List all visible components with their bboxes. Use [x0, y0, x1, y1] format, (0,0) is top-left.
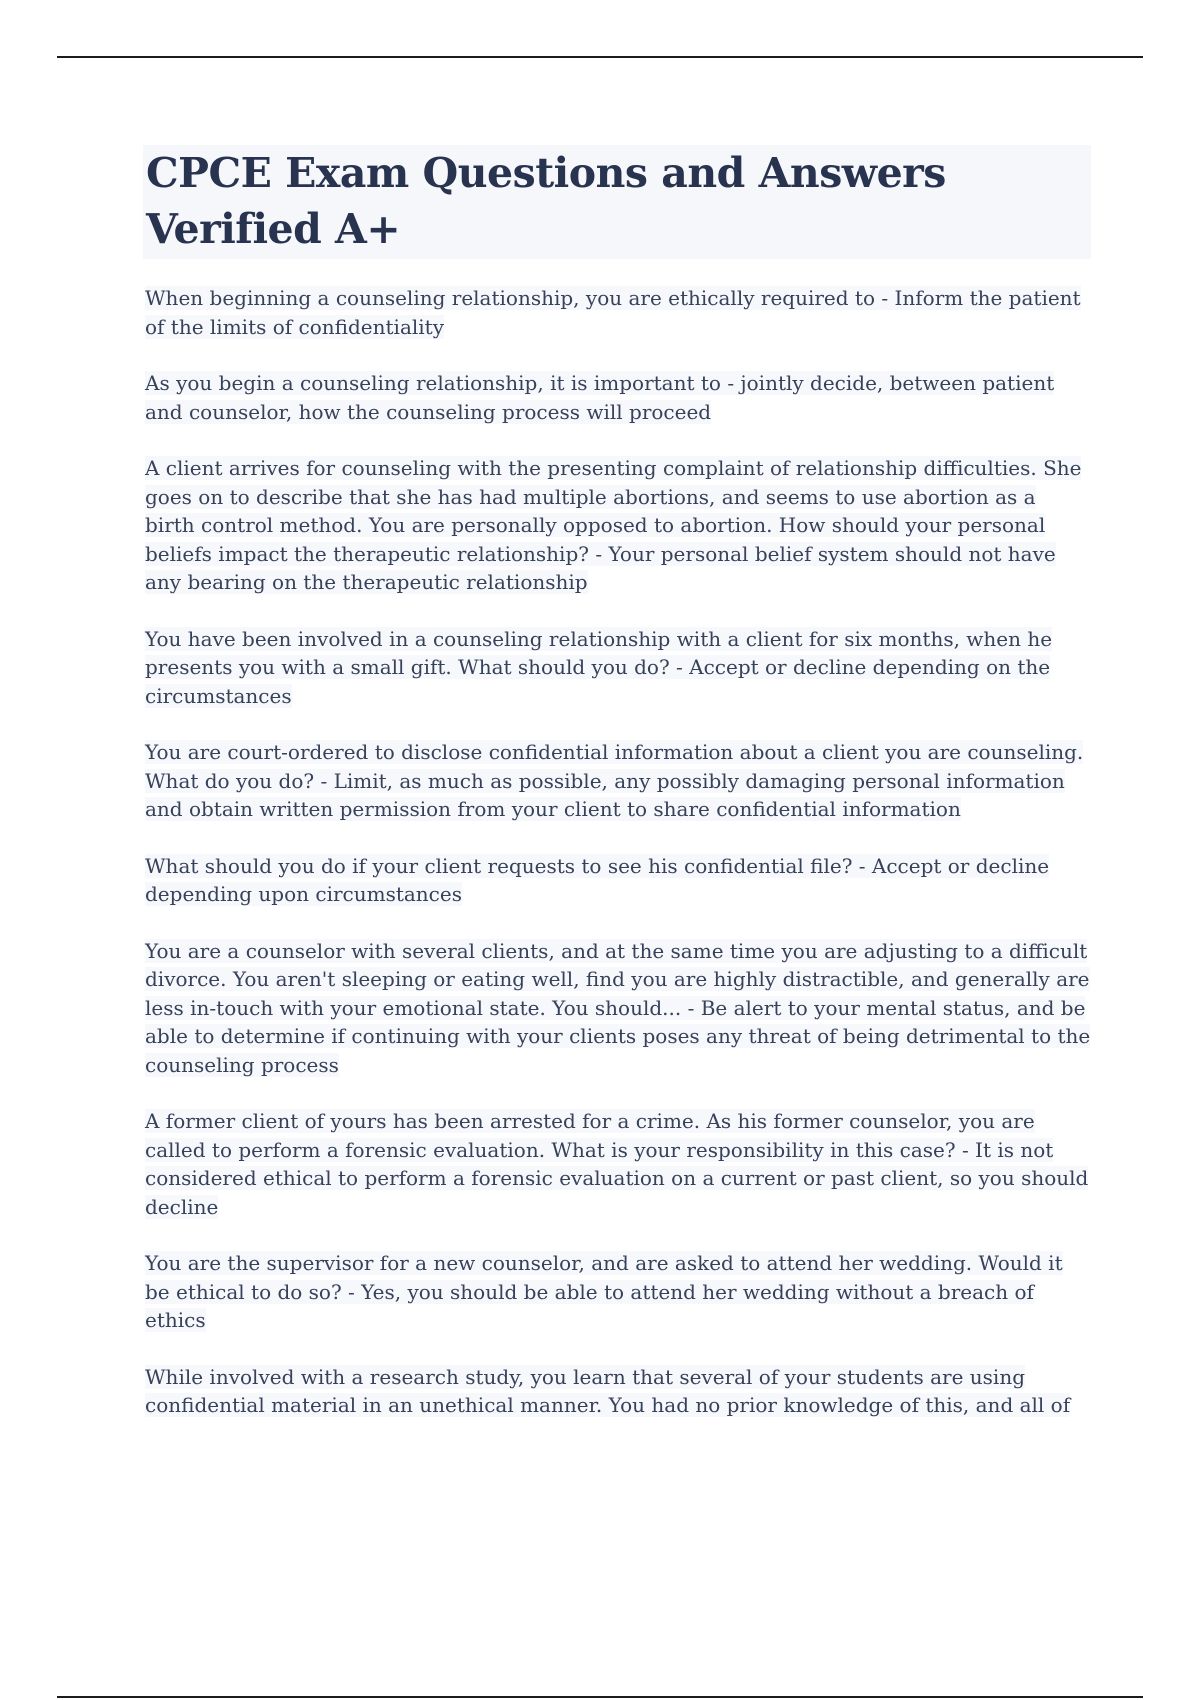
qa-item	[145, 454, 1091, 597]
qa-item	[145, 852, 1091, 909]
qa-text: A client arrives for counseling with the presenting complaint of relationship difficulties. She goes on to describe that she has had multiple abortions, and seems to use abortion as a birth control method. You are personally opposed to abortion. How should your personal beliefs impact the therapeutic relationship? - Your personal belief system should not have any bearing on the therapeutic relationship	[145, 456, 1082, 594]
qa-item	[145, 1107, 1091, 1221]
qa-item	[145, 937, 1091, 1080]
document-title: CPCE Exam Questions and Answers Verified A+	[146, 149, 946, 253]
qa-text: You are the supervisor for a new counselor, and are asked to attend her wedding. Would it be ethical to do so? - Yes, you should be able to attend her wedding without a breach of ethics	[145, 1251, 1063, 1332]
bottom-rule	[57, 1696, 1143, 1698]
qa-item	[145, 625, 1091, 711]
qa-item	[145, 1363, 1091, 1420]
qa-text: You are a counselor with several clients, and at the same time you are adjusting to a difficult divorce. You aren't sleeping or eating well, find you are highly distractible, and generally are less in-touch with your emotional state. You should... - Be alert to your mental status, and be able to determine if continuing with your clients poses any threat of being detrimental to the counseling process	[145, 938, 1091, 1077]
qa-text: When beginning a counseling relationship, you are ethically required to - Inform the patient of the limits of confidentiality	[145, 286, 1081, 339]
qa-item	[145, 738, 1091, 824]
qa-item	[145, 284, 1091, 341]
qa-list	[145, 284, 1091, 1448]
qa-text: You are court-ordered to disclose confidential information about a client you are counseling. What do you do? - Limit, as much as possible, any possibly damaging personal information and obtain written permission from your client to share confidential information	[145, 740, 1084, 821]
qa-item	[145, 1249, 1091, 1335]
qa-text: What should you do if your client requests to see his confidential file? - Accept or decline depending upon circumstances	[145, 853, 1050, 906]
title-block	[143, 145, 1091, 259]
top-rule	[57, 56, 1143, 58]
qa-text: A former client of yours has been arrested for a crime. As his former counselor, you are called to perform a forensic evaluation. What is your responsibility in this case? - It is not considered ethical to perform a forensic evaluation on a current or past client, so you should decline	[145, 1109, 1089, 1219]
qa-text: You have been involved in a counseling relationship with a client for six months, when he presents you with a small gift. What should you do? - Accept or decline depending on the circumstances	[145, 626, 1053, 708]
qa-text: While involved with a research study, you learn that several of your students are using confidential material in an unethical manner. You had no prior knowledge of this, and all of	[145, 1364, 1071, 1417]
qa-text: As you begin a counseling relationship, it is important to - jointly decide, between patient and counselor, how the counseling process will proceed	[145, 371, 1055, 424]
qa-item	[145, 369, 1091, 426]
